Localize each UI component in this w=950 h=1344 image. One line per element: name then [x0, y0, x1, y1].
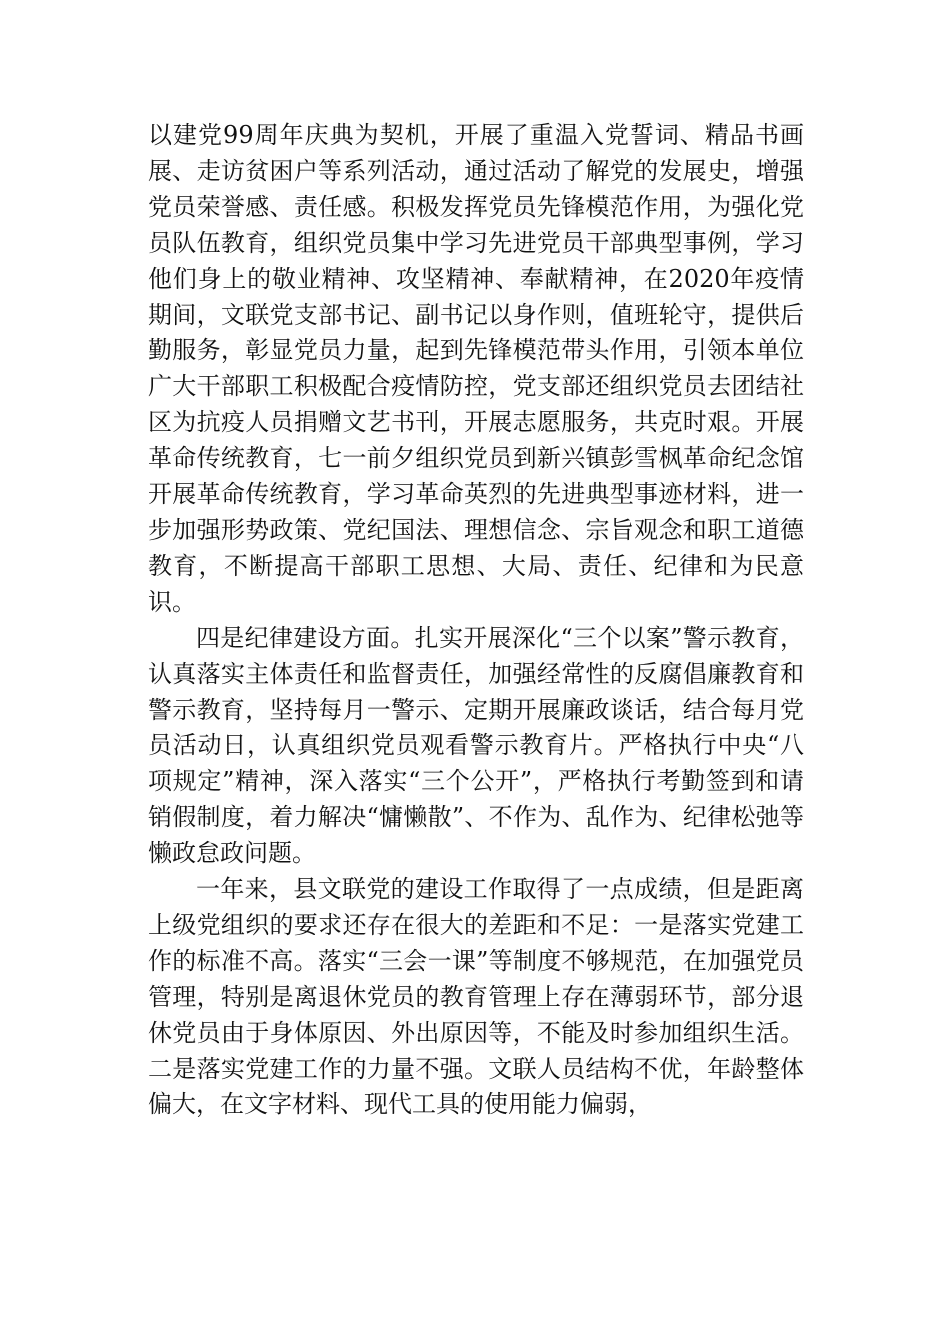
paragraph-activities: 以建党99周年庆典为契机，开展了重温入党誓词、精品书画展、走访贫困户等系列活动，通过活动了解党的发展史，增强党员荣誉感、责任感。积极发挥党员先锋模范作用，为强化党员队伍教育，组织党员集中学习先进党员干部典型事例，学习他们身上的敬业精神、攻坚精神、奉献精神，在2020年疫情期间，文联党支部书记、副书记以身作则，值班轮守，提供后勤服务，彰显党员力量，起到先锋模范带头作用，引领本单位广大干部职工积极配合疫情防控，党支部还组织党员去团结社区为抗疫人员捐赠文艺书刊，开展志愿服务，共克时艰。开展革命传统教育，七一前夕组织党员到新兴镇彭雪枫革命纪念馆开展革命传统教育，学习革命英烈的先进典型事迹材料，进一步加强形势政策、党纪国法、理想信念、宗旨观念和职工道德教育，不断提高干部职工思想、大局、责任、纪律和为民意识。	[148, 121, 804, 616]
paragraph-shortcomings: 一年来，县文联党的建设工作取得了一点成绩，但是距离上级党组织的要求还存在很大的差距和不足：一是落实党建工作的标准不高。落实“三会一课”等制度不够规范，在加强党员管理，特别是离退休党员的教育管理上存在薄弱环节，部分退休党员由于身体原因、外出原因等，不能及时参加组织生活。二是落实党建工作的力量不强。文联人员结构不优，年龄整体偏大，在文字材料、现代工具的使用能力偏弱，	[148, 875, 804, 1119]
paragraph-discipline: 四是纪律建设方面。扎实开展深化“三个以案”警示教育，认真落实主体责任和监督责任，加强经常性的反腐倡廉教育和警示教育，坚持每月一警示、定期开展廉政谈话，结合每月党员活动日，认真组织党员观看警示教育片。严格执行中央“八项规定”精神，深入落实“三个公开”，严格执行考勤签到和请销假制度，着力解决“慵懒散”、不作为、乱作为、纪律松弛等懒政怠政问题。	[148, 623, 804, 868]
document-body	[148, 118, 804, 1123]
